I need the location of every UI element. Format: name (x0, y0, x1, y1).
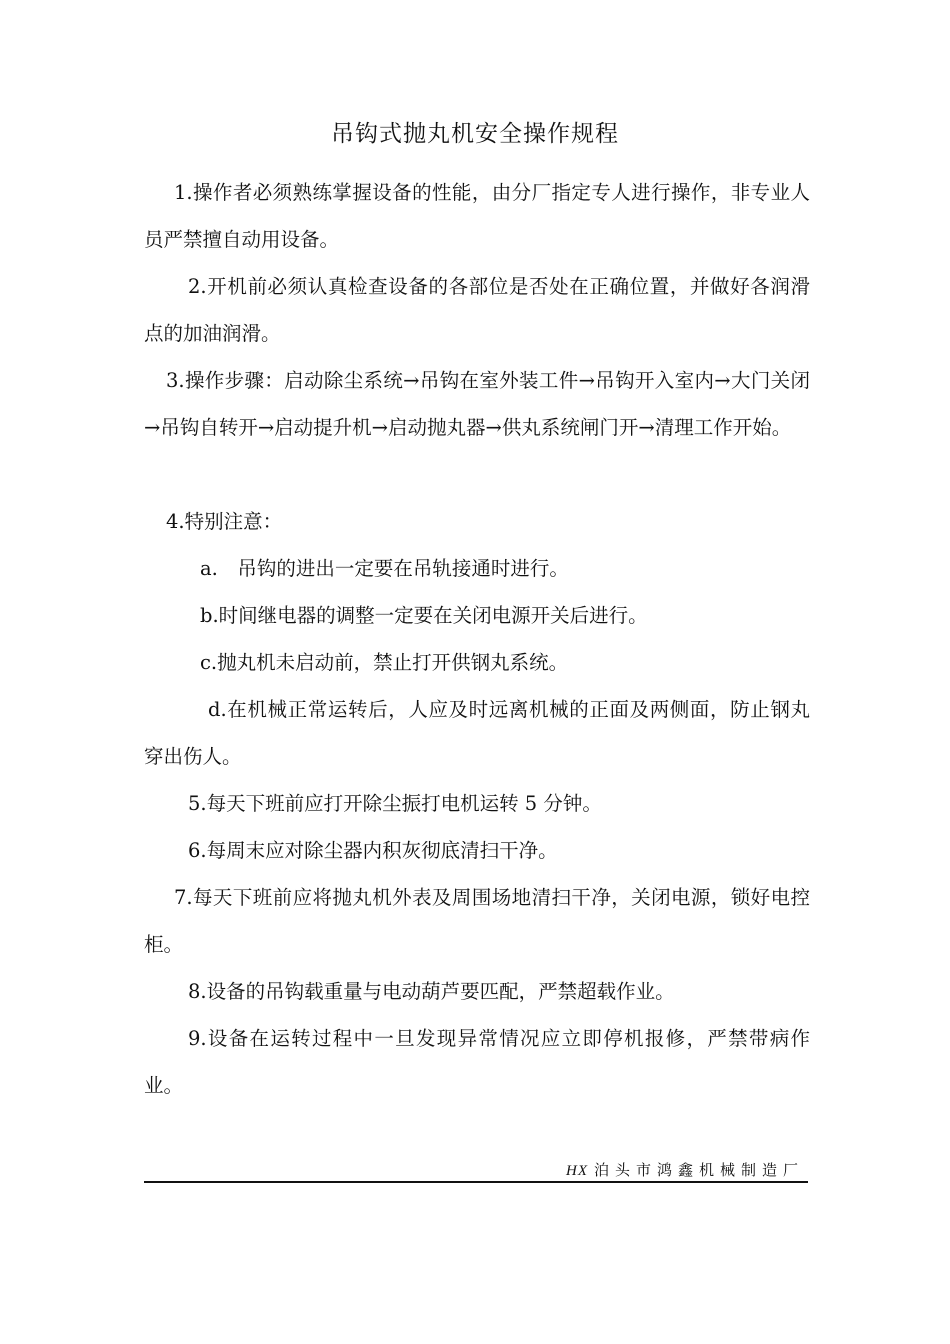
rule-item-6: 6.每周末应对除尘器内积灰彻底清扫干净。 (188, 839, 558, 862)
rule-item-4b: b.时间继电器的调整一定要在关闭电源开关后进行。 (200, 604, 648, 627)
rule-item-2: 2.开机前必须认真检查设备的各部位是否处在正确位置，并做好各润滑点的加油润滑。 (144, 275, 810, 345)
rule-item-1: 1.操作者必须熟练掌握设备的性能，由分厂指定专人进行操作，非专业人员严禁擅自动用设备。 (144, 181, 810, 251)
rule-item-4c: c.抛丸机未启动前，禁止打开供钢丸系统。 (200, 651, 569, 674)
footer-code: HX (565, 1163, 588, 1179)
rule-item-4: 4.特别注意： (166, 510, 283, 533)
rule-item-8: 8.设备的吊钩载重量与电动葫芦要匹配，严禁超载作业。 (188, 980, 675, 1003)
document-title: 吊钩式抛丸机安全操作规程 (331, 121, 619, 147)
rule-item-4a: a. 吊钩的进出一定要在吊轨接通时进行。 (200, 557, 569, 580)
footer-divider (144, 1181, 808, 1183)
rule-item-5: 5.每天下班前应打开除尘振打电机运转 5 分钟。 (188, 792, 602, 815)
rule-item-7: 7.每天下班前应将抛丸机外表及周围场地清扫干净，关闭电源，锁好电控柜。 (144, 886, 810, 956)
rule-item-3: 3.操作步骤：启动除尘系统→吊钩在室外装工件→吊钩开入室内→大门关闭→吊钩自转开→启动提升机→启动抛丸器→供丸系统闸门开→清理工作开始。 (144, 369, 810, 439)
footer-company-line (144, 1160, 804, 1181)
rule-item-9: 9.设备在运转过程中一旦发现异常情况应立即停机报修，严禁带病作业。 (144, 1027, 810, 1097)
footer-company: 泊头市鸿鑫机械制造厂 (593, 1161, 804, 1179)
rule-item-4d: d.在机械正常运转后，人应及时远离机械的正面及两侧面，防止钢丸穿出伤人。 (144, 698, 810, 768)
